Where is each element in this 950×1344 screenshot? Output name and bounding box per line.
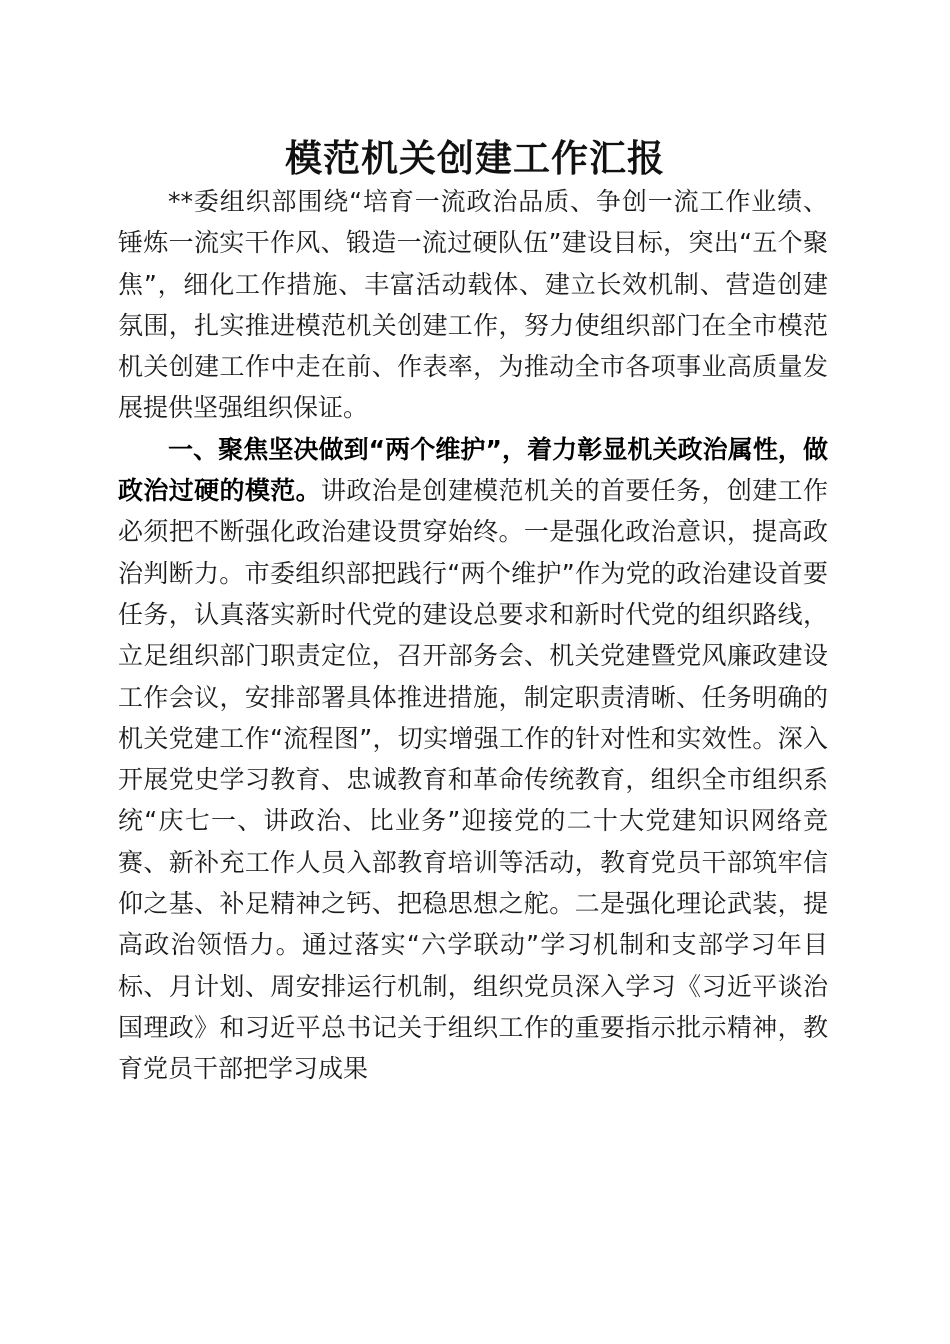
document-body xyxy=(118,181,828,1090)
intro-paragraph: **委组织部围绕“培育一流政治品质、争创一流工作业绩、锤炼一流实干作风、锻造一流过硬队伍”建设目标，突出“五个聚焦”，细化工作措施、丰富活动载体、建立长效机制、营造创建氛围，扎实推进模范机关创建工作，努力使组织部门在全市模范机关创建工作中走在前、作表率，为推动全市各项事业高质量发展提供坚强组织保证。 xyxy=(118,187,828,423)
section-1-heading: 一、聚焦坚决做到“两个维护”，着力彰显机关政治属性，做政治过硬的模范。 xyxy=(118,434,828,506)
section-1-body: 讲政治是创建模范机关的首要任务，创建工作必须把不断强化政治建设贯穿始终。一是强化政治意识，提高政治判断力。市委组织部把践行“两个维护”作为党的政治建设首要任务，认真落实新时代党的建设总要求和新时代党的组织路线，立足组织部门职责定位，召开部务会、机关党建暨党风廉政建设工作会议，安排部署具体推进措施，制定职责清晰、任务明确的机关党建工作“流程图”，切实增强工作的针对性和实效性。深入开展党史学习教育、忠诚教育和革命传统教育，组织全市组织系统“庆七一、讲政治、比业务”迎接党的二十大党建知识网络竞赛、新补充工作人员入部教育培训等活动，教育党员干部筑牢信仰之基、补足精神之钙、把稳思想之舵。二是强化理论武装，提高政治领悟力。通过落实“六学联动”学习机制和支部学习年目标、月计划、周安排运行机制，组织党员深入学习《习近平谈治国理政》和习近平总书记关于组织工作的重要指示批示精神，教育党员干部把学习成果 xyxy=(118,476,828,1084)
document-title: 模范机关创建工作汇报 xyxy=(285,136,665,180)
section-1-paragraph xyxy=(118,429,828,1090)
